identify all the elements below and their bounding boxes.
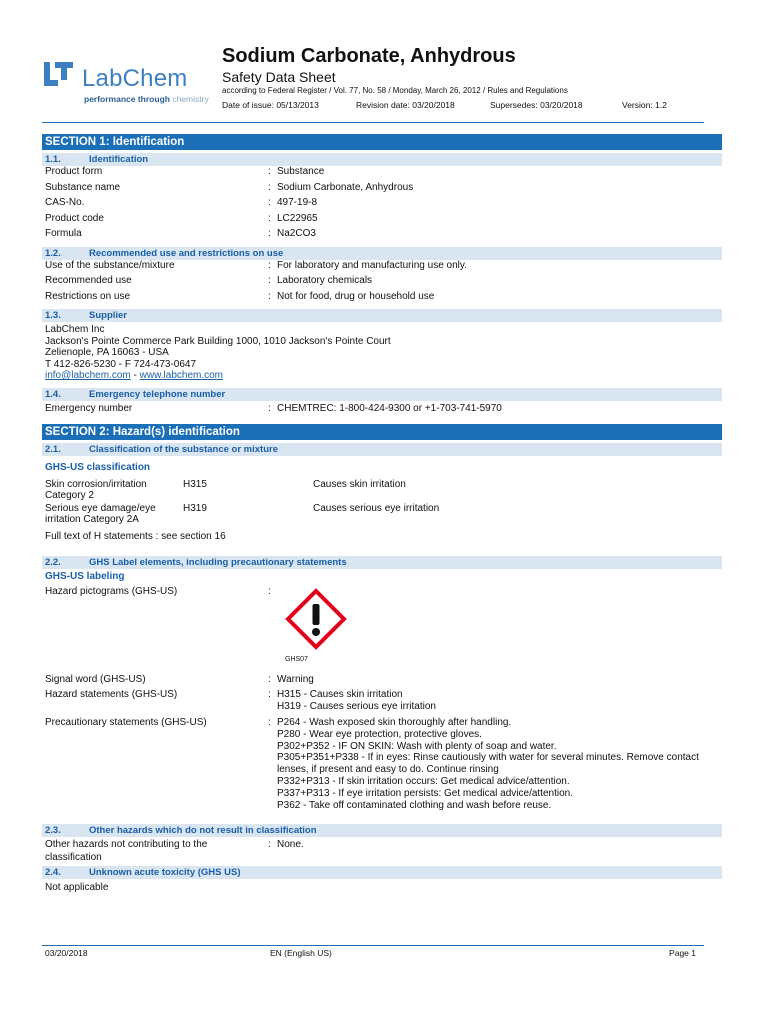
hazard-statements-row: Hazard statements (GHS-US) : H315 - Causes skin irritation H319 - Causes serious eye irritation — [42, 689, 722, 717]
precautionary-statement: P280 - Wear eye protection, protective gloves. — [277, 728, 482, 740]
labchem-logo-mark-icon — [42, 60, 76, 88]
emergency-number-row: Emergency number : CHEMTREC: 1-800-424-9300 or +1-703-741-5970 — [45, 402, 502, 414]
subsection-2-1-title: 2.1. Classification of the substance or mixture — [42, 443, 722, 456]
cas-number-row: CAS-No. : 497-19-8 — [45, 197, 318, 208]
recommended-use-row: Recommended use : Laboratory chemicals — [45, 275, 373, 286]
precautionary-statement: P332+P313 - If skin irritation occurs: Get medical advice/attention. — [277, 775, 570, 787]
hazard-row: Serious eye damage/eye irritation Category 2A H319 Causes serious eye irritation — [45, 502, 440, 525]
ghs-labeling-heading: GHS-US labeling — [45, 571, 125, 582]
restrictions-row: Restrictions on use : Not for food, drug or household use — [45, 290, 435, 302]
hazard-statement: H319 - Causes serious eye irritation — [277, 700, 436, 712]
supplier-address-line-1: Jackson's Pointe Commerce Park Building 1000, 1010 Jackson's Pointe Court — [45, 335, 391, 347]
precautionary-statement: P264 - Wash exposed skin thoroughly after handling. — [277, 717, 512, 728]
ghs-classification-heading: GHS-US classification — [45, 462, 151, 473]
footer-divider — [42, 945, 704, 946]
date-of-issue: Date of issue: 05/13/2013 — [222, 100, 319, 110]
supplier-block: LabChem Inc Jackson's Pointe Commerce Park Building 1000, 1010 Jackson's Pointe Court Zelienople, PA 16063 - USA T 412-826-5230 - F 724-473-0647 info@labchem.com - www.labchem.com — [42, 324, 722, 382]
formula-row: Formula : Na2CO3 — [45, 228, 316, 239]
supplier-address-line-2: Zelienople, PA 16063 - USA — [45, 347, 169, 358]
subsection-2-2-title: 2.2. GHS Label elements, including precautionary statements — [42, 556, 722, 569]
logo-tagline: performance through chemistry — [84, 94, 209, 104]
section-2-title: SECTION 2: Hazard(s) identification — [42, 424, 722, 440]
product-code-row: Product code : LC22965 — [45, 212, 318, 224]
precautionary-statement: P337+P313 - If eye irritation persists: Get medical advice/attention. — [277, 787, 573, 799]
hazard-statement: H315 - Causes skin irritation — [277, 689, 403, 700]
supersedes-date: Supersedes: 03/20/2018 — [490, 100, 583, 110]
hazard-classification-table — [42, 479, 722, 531]
footer-page-number: Page 1 — [669, 948, 696, 958]
unknown-toxicity-text: Not applicable — [45, 882, 109, 893]
document-body — [42, 130, 722, 894]
subsection-1-4-title: 1.4. Emergency telephone number — [42, 388, 722, 401]
precautionary-statement: P362 - Take off contaminated clothing and wash before reuse. — [277, 799, 552, 811]
supplier-website-link[interactable]: www.labchem.com — [139, 370, 223, 381]
regulation-reference: according to Federal Register / Vol. 77, No. 58 / Monday, March 26, 2012 / Rules and Regulations — [222, 86, 568, 95]
full-text-note: Full text of H statements : see section 16 — [45, 530, 226, 542]
footer-language: EN (English US) — [270, 948, 332, 958]
precautionary-statement: P305+P351+P338 - If in eyes: Rinse cautiously with water for several minutes. Remove contact lenses, if present and easy to do. Continue rinsing — [277, 752, 699, 776]
subsection-2-4-title: 2.4. Unknown acute toxicity (GHS US) — [42, 866, 722, 879]
subsection-1-2-title: 1.2. Recommended use and restrictions on use — [42, 247, 722, 260]
precautionary-statement: P302+P352 - IF ON SKIN: Wash with plenty of soap and water. — [277, 740, 557, 752]
supplier-phone: T 412-826-5230 - F 724-473-0647 — [45, 358, 197, 370]
precautionary-statements-row: Precautionary statements (GHS-US) : P264 - Wash exposed skin thoroughly after handling. P280 - Wear eye protection, protective gloves. P302+P352 - IF ON SKIN: Wash with plenty of soap and water. P305+P351+P338 - If in eyes: Rinse cautiously with water for several minutes. Remove contact lenses, if present and easy to do. Continue rinsing P332+P313 - If skin irritation occurs: Get medical advice/attention. P337+P313 - If eye irritation persists: Get medical advice/attention. P362 - Take off contaminated clothing and wash before reuse. — [42, 717, 722, 821]
document-title: Sodium Carbonate, Anhydrous — [222, 45, 516, 67]
supplier-email-link[interactable]: info@labchem.com — [45, 370, 131, 381]
substance-name-row: Substance name : Sodium Carbonate, Anhydrous — [45, 181, 414, 193]
product-form-row: Product form : Substance — [45, 166, 325, 177]
labchem-logo — [42, 60, 222, 108]
section-1-title: SECTION 1: Identification — [42, 134, 722, 150]
document-header — [0, 0, 768, 122]
hazard-pictograms-row: Hazard pictograms (GHS-US) : GHS07 — [42, 586, 722, 674]
pictogram-caption: GHS07 — [285, 656, 308, 663]
supplier-name: LabChem Inc — [45, 324, 105, 335]
exclamation-mark-diamond-icon — [285, 588, 347, 650]
footer-date: 03/20/2018 — [45, 948, 88, 958]
document-subtitle: Safety Data Sheet — [222, 69, 336, 85]
version: Version: 1.2 — [622, 100, 667, 110]
other-hazards-row: Other hazards not contributing to the classification : None. — [45, 839, 304, 863]
subsection-1-3-title: 1.3. Supplier — [42, 309, 722, 322]
subsection-2-3-title: 2.3. Other hazards which do not result in classification — [42, 824, 722, 837]
identification-rows — [42, 166, 722, 244]
pictogram-container — [277, 588, 717, 665]
logo-wordmark: LabChem — [82, 65, 188, 92]
header-divider — [42, 122, 704, 123]
revision-date: Revision date: 03/20/2018 — [356, 100, 455, 110]
signal-word-row: Signal word (GHS-US) : Warning — [45, 673, 314, 685]
hazard-row: Skin corrosion/irritation Category 2 H315 Causes skin irritation — [45, 478, 406, 501]
subsection-1-1-title: 1.1. Identification — [42, 153, 722, 166]
use-row: Use of the substance/mixture : For laboratory and manufacturing use only. — [45, 259, 467, 271]
